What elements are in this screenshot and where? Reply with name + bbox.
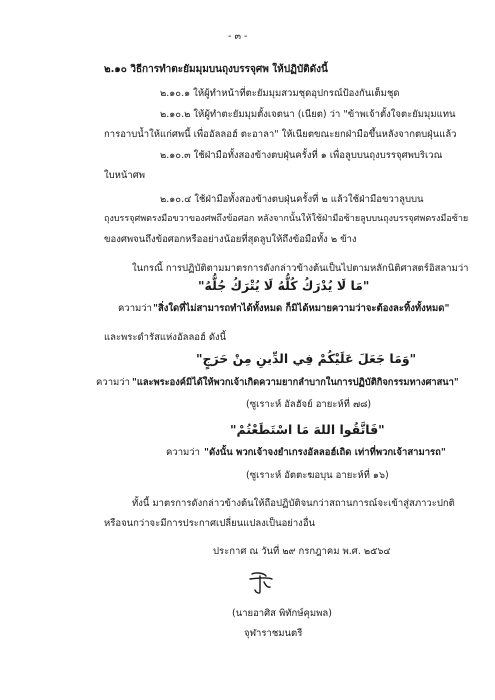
step-2-continued: การอาบน้ำให้แก่ศพนี้ เพื่ออัลลอฮ์ ตะอาลา" ให้เนียตขณะยกฝ่ามือขึ้นหลังจากตบฝุ่นแล้ว [104,129,457,140]
verse-taghabun-meaning: "ดังนั้น พวกเจ้าจงยำเกรงอัลลอฮ์เถิด เท่าที่พวกเจ้าสามารถ" [204,447,446,458]
step-3: ๒.๑๐.๓ ใช้ฝ่ามือทั้งสองข้างตบฝุ่นครั้งที่ ๑ เพื่อลูบบนถุงบรรจุศพบริเวณ [160,150,443,161]
closing-line-1: ทั้งนี้ มาตรการดังกล่าวข้างต้นให้ถือปฏิบัติจนกว่าสถานการณ์จะเข้าสู่สภาวะปกติ [132,498,455,509]
quran-intro: และพระดำรัสแห่งอัลลอฮ์ ดังนี้ [104,332,227,343]
step-3-continued: ใบหน้าศพ [104,170,146,181]
verse-hajj-meaning: "และพระองค์มิได้ให้พวกเจ้าเกิดความยากลำบากในการปฏิบัติกิจกรรมทางศาสนา" [132,377,459,388]
arabic-verse-hajj: "وَمَا جَعَلَ عَلَيْكُمْ فِي الدِّينِ مِنْ حَرَجٍ" [196,351,417,366]
maxim-meaning: "สิ่งใดที่ไม่สามารถทำได้ทั้งหมด ก็มิได้หมายความว่าจะต้องละทิ้งทั้งหมด" [153,303,450,314]
signer-name: (นายอาศิส พิทักษ์คุมพล) [232,608,332,619]
step-1: ๒.๑๐.๑ ให้ผู้ทำหน้าที่ตะยัมมุมสวมชุดอุปกรณ์ป้องกันเต็มชุด [160,88,400,99]
page-number: - ๓ - [228,31,248,42]
signer-title: จุฬาราชมนตรี [244,628,303,639]
step-4: ๒.๑๐.๔ ใช้ฝ่ามือทั้งสองข้างตบฝุ่นครั้งที่ ๒ แล้วใช้ฝ่ามือขวาลูบบน [160,194,424,205]
verse-hajj-meaning-label: ความว่า [96,377,130,388]
step-4-continued-1: ถุงบรรจุศพตรงมือขวาของศพถึงข้อศอก หลังจากนั้นให้ใช้ฝ่ามือซ้ายลูบบนถุงบรรจุศพตรงมือซ้าย [104,214,469,224]
step-4-continued-2: ของศพจนถึงข้อศอกหรืออย่างน้อยที่สุดลูบให้ถึงข้อมือทั้ง ๒ ข้าง [104,234,357,245]
verse-hajj-reference: (ซูเราะห์ อัลฮัจย์ อายะห์ที่ ๗๘) [246,399,372,410]
arabic-maxim: "مَا لَا يُدْرَكُ كُلُّهُ لَا يُتْرَكُ جُلُّهُ" [198,278,370,293]
verse-taghabun-meaning-label: ความว่า [166,447,200,458]
step-2: ๒.๑๐.๒ ให้ผู้ทำตะยัมมุมตั้งเจตนา (เนียต) ว่า "ข้าพเจ้าตั้งใจตะยัมมุมแทน [160,109,456,120]
arabic-verse-taghabun: "فَاتَّقُوا اللهَ مَا اسْتَطَعْتُمْ" [230,422,385,437]
announcement-date: ประกาศ ณ วันที่ ๒๙ กรกฎาคม พ.ศ. ๒๕๖๔ [213,546,391,557]
signature [246,568,276,596]
section-heading: ๒.๑๐ วิธีการทำตะยัมมุมบนถุงบรรจุศพ ให้ปฏิบัติดังนี้ [104,64,328,75]
closing-line-2: หรือจนกว่าจะมีการประกาศเปลี่ยนแปลงเป็นอย่างอื่น [104,518,316,529]
jurisprudence-intro: ในกรณี้ การปฏิบัติตามมาตรการดังกล่าวข้างต้นเป็นไปตามหลักนิติศาสตร์อิสลามว่า [132,263,469,274]
maxim-meaning-label: ความว่า [118,303,152,314]
verse-taghabun-reference: (ซูเราะห์ อัตตะฆอบุน อายะห์ที่ ๑๖) [246,470,389,481]
